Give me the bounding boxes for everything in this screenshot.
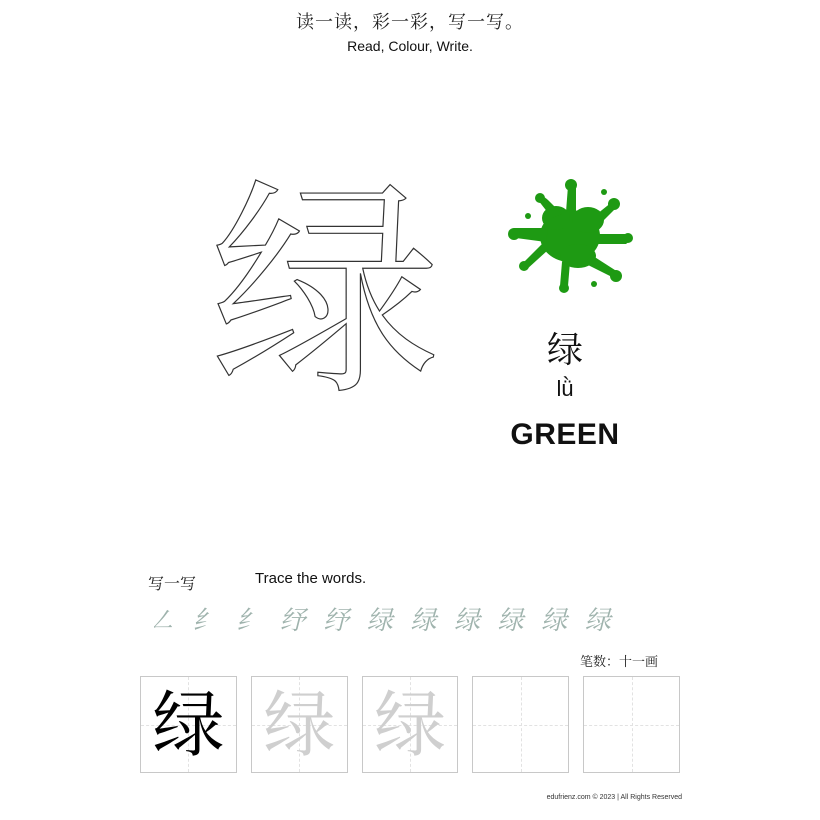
outline-character-for-colouring[interactable] — [200, 160, 450, 410]
trace-section-label-chinese: 写一写 — [148, 574, 197, 593]
stroke-order-step: 绿 — [584, 606, 611, 636]
page-title-chinese: 读一读，彩一彩，写一写。 — [296, 12, 524, 33]
stroke-order-row — [140, 600, 620, 642]
stroke-order-step: 绿 — [366, 606, 393, 636]
paint-splash-icon — [508, 178, 636, 296]
stroke-count-label: 笔数：十一画 — [580, 655, 659, 670]
word-character: 绿 — [546, 330, 583, 371]
outline-character-text: 绿 — [209, 160, 441, 410]
stroke-order-step: 纟 — [235, 606, 262, 636]
stroke-order-step: 纾 — [323, 606, 350, 636]
stroke-order-step: 绿 — [410, 606, 437, 636]
writing-box[interactable] — [362, 676, 459, 773]
grid-guide-line — [632, 677, 633, 772]
grid-guide-line — [521, 677, 522, 772]
writing-box[interactable] — [583, 676, 680, 773]
writing-box[interactable] — [472, 676, 569, 773]
model-character: 绿 — [152, 682, 225, 767]
writing-box[interactable] — [140, 676, 237, 773]
writing-box[interactable] — [251, 676, 348, 773]
stroke-order-step: 纟 — [192, 606, 219, 636]
writing-grid — [140, 676, 680, 774]
trace-character: 绿 — [263, 682, 336, 767]
trace-character: 绿 — [373, 682, 446, 767]
trace-section-label-english: Trace the words. — [255, 570, 367, 587]
stroke-order-step: 绿 — [541, 606, 568, 636]
stroke-order-step: ㇜ — [148, 606, 175, 636]
page-title-english: Read, Colour, Write. — [347, 38, 473, 54]
stroke-order-step: 绿 — [453, 606, 480, 636]
word-english: GREEN — [510, 418, 620, 451]
stroke-order-step: 绿 — [497, 606, 524, 636]
copyright-footer: edufrienz.com © 2023 | All Rights Reserved — [546, 794, 682, 801]
stroke-order-step: 纾 — [279, 606, 306, 636]
word-pinyin: lǜ — [556, 376, 574, 401]
